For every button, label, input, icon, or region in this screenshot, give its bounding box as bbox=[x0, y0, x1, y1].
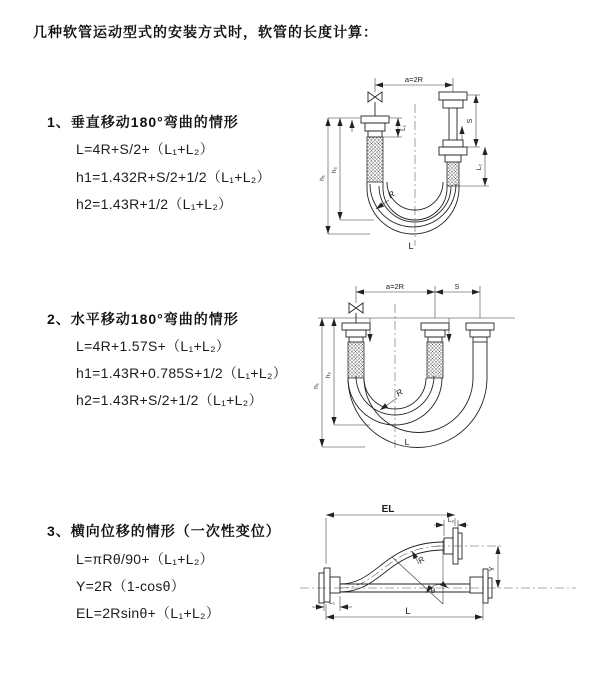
dim-label-l1: L₁ bbox=[400, 125, 407, 131]
left-pipe-assembly bbox=[342, 303, 370, 378]
dim-label-l2: L₂ bbox=[476, 163, 483, 171]
radius-construction-lines bbox=[392, 540, 448, 604]
radius-label: R bbox=[385, 188, 397, 201]
section-1-formula-L: L=4R+S/2+（L₁+L₂） bbox=[76, 141, 214, 157]
length-label: L bbox=[408, 241, 414, 251]
section-3-formula-L: L=πRθ/90+（L₁+L₂） bbox=[76, 551, 214, 567]
diagram-lateral-displacement bbox=[296, 500, 591, 650]
dim-label-s: S bbox=[454, 284, 460, 291]
section-3-formula-Y: Y=2R（1-cosθ） bbox=[76, 578, 186, 594]
left-flange bbox=[319, 568, 340, 603]
dim-label-h2: h₂ bbox=[325, 371, 332, 379]
section-3-formula-EL: EL=2Rsinθ+（L₁+L₂） bbox=[76, 605, 221, 621]
page-title: 几种软管运动型式的安装方式时，软管的长度计算： bbox=[33, 24, 378, 40]
dim-label-y: Y bbox=[487, 566, 496, 572]
dim-label-l2: L₂ bbox=[447, 517, 455, 524]
dim-label-l: L bbox=[405, 606, 411, 617]
dim-label-a2r: a=2R bbox=[385, 282, 405, 291]
hose-u-bend bbox=[367, 182, 459, 234]
section-1-heading: 1、垂直移动180°弯曲的情形 bbox=[47, 114, 239, 130]
dim-label-a2r: a=2R bbox=[404, 75, 424, 84]
theta-label: θ bbox=[430, 586, 436, 595]
section-3-heading: 3、横向位移的情形（一次性变位） bbox=[47, 523, 281, 539]
right-pipe-assembly bbox=[466, 323, 494, 342]
section-2-formula-h2: h2=1.43R+S/2+1/2（L₁+L₂） bbox=[76, 392, 263, 408]
section-2-formula-L: L=4R+1.57S+（L₁+L₂） bbox=[76, 338, 231, 354]
dim-label-el: EL bbox=[381, 504, 395, 515]
diagram-vertical-180-bend bbox=[312, 70, 532, 255]
section-2-formula-h1: h1=1.43R+0.785S+1/2（L₁+L₂） bbox=[76, 365, 287, 381]
braided-hose-section bbox=[447, 162, 459, 186]
radius-label: R bbox=[393, 386, 405, 399]
valve-icon bbox=[368, 92, 382, 102]
braided-hose-section bbox=[348, 342, 364, 378]
diagram-horizontal-180-bend bbox=[310, 278, 538, 455]
dim-label-l1: L₁ bbox=[329, 599, 335, 606]
section-1-formula-h2: h2=1.43R+1/2（L₁+L₂） bbox=[76, 196, 233, 212]
radius-label: R bbox=[416, 554, 427, 566]
dim-label-h1: h₁ bbox=[313, 383, 320, 389]
dim-label-h2: h₂ bbox=[331, 166, 338, 174]
length-label: L bbox=[404, 437, 410, 447]
right-lower-flange bbox=[470, 569, 492, 603]
valve-icon bbox=[349, 303, 363, 313]
hose-u-bend-position1 bbox=[348, 376, 442, 425]
section-2-heading: 2、水平移动180°弯曲的情形 bbox=[47, 311, 239, 327]
dim-label-h1: h₁ bbox=[319, 175, 326, 181]
centerlines bbox=[300, 546, 576, 588]
dim-label-s: S bbox=[467, 118, 474, 124]
dimension-lines bbox=[312, 515, 498, 620]
section-1-formula-h1: h1=1.432R+S/2+1/2（L₁+L₂） bbox=[76, 169, 271, 185]
braided-hose-section bbox=[367, 137, 383, 182]
middle-pipe-assembly bbox=[421, 323, 449, 378]
braided-hose-section bbox=[427, 342, 443, 378]
right-pipe-assembly bbox=[439, 92, 467, 186]
dimension-lines bbox=[322, 286, 480, 447]
hose-displaced-position bbox=[340, 542, 444, 592]
dimension-lines bbox=[328, 78, 489, 234]
